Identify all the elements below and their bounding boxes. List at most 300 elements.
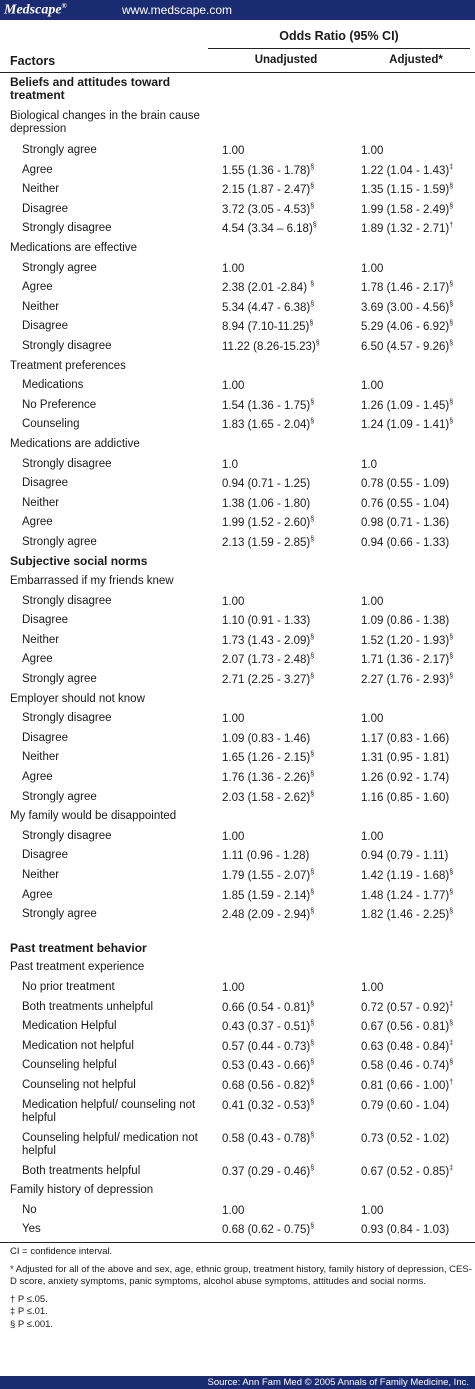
table-row bbox=[0, 670, 475, 690]
unadjusted-value: 1.09 (0.83 - 1.46) bbox=[222, 732, 311, 745]
level-label: Disagree bbox=[22, 202, 69, 215]
unadjusted-odds-ratio bbox=[222, 595, 244, 608]
level-label: Medications bbox=[22, 379, 84, 392]
level-label: Disagree bbox=[22, 614, 69, 627]
unadjusted-value: 11.22 (8.26-15.23) bbox=[222, 340, 316, 353]
adjusted-value: 1.22 (1.04 - 1.43) bbox=[361, 164, 450, 177]
source-credit: Source: Ann Fam Med © 2005 Annals of Family Medicine, Inc. bbox=[207, 1377, 469, 1388]
adjusted-odds-ratio bbox=[361, 653, 453, 666]
unadjusted-value: 1.10 (0.91 - 1.33) bbox=[222, 615, 311, 628]
significance-mark: § bbox=[449, 673, 454, 681]
unadjusted-odds-ratio bbox=[222, 1059, 314, 1072]
site-url-link[interactable]: www.medscape.com bbox=[122, 3, 233, 17]
unadjusted-value: 0.57 (0.44 - 0.73) bbox=[222, 1040, 311, 1053]
unadjusted-value: 2.15 (1.87 - 2.47) bbox=[222, 184, 311, 197]
factor-title: Embarrassed if my friends knew bbox=[10, 575, 174, 588]
adjusted-value: 0.81 (0.66 - 1.00) bbox=[361, 1079, 450, 1092]
unadjusted-value: 5.34 (4.47 - 6.38) bbox=[222, 301, 311, 314]
table-row bbox=[0, 317, 475, 337]
adjusted-value: 0.67 (0.52 - 0.85) bbox=[361, 1165, 450, 1178]
factor-title: Biological changes in the brain cause depression bbox=[10, 110, 200, 135]
level-label: Agree bbox=[22, 653, 53, 666]
level-label: Strongly disagree bbox=[22, 712, 112, 725]
adjusted-value: 1.00 bbox=[361, 144, 384, 157]
unadjusted-value: 4.54 (3.34 – 6.18) bbox=[222, 223, 313, 236]
adjusted-value: 1.48 (1.24 - 1.77) bbox=[361, 889, 450, 902]
adjusted-value: 2.27 (1.76 - 2.93) bbox=[361, 673, 450, 686]
adjusted-odds-ratio bbox=[361, 1040, 453, 1053]
adjusted-odds-ratio bbox=[361, 1165, 453, 1178]
adjusted-value: 1.17 (0.83 - 1.66) bbox=[361, 732, 450, 745]
table-row bbox=[0, 337, 475, 357]
significance-mark: § bbox=[310, 888, 315, 896]
adjusted-value: 1.31 (0.95 - 1.81) bbox=[361, 752, 450, 765]
table-row bbox=[0, 1096, 475, 1129]
unadjusted-odds-ratio bbox=[222, 281, 314, 294]
odds-ratio-header: Odds Ratio (95% CI) bbox=[279, 29, 399, 43]
section-header-row bbox=[0, 939, 475, 959]
significance-mark: § bbox=[310, 163, 315, 171]
significance-mark: § bbox=[310, 633, 315, 641]
unadjusted-value: 1.79 (1.55 - 2.07) bbox=[222, 869, 311, 882]
adjusted-odds-ratio bbox=[361, 262, 383, 275]
source-bar bbox=[0, 1376, 475, 1389]
dagger-footnote: † P ≤.05. bbox=[10, 1293, 48, 1305]
significance-mark: § bbox=[310, 771, 315, 778]
adjusted-odds-ratio bbox=[361, 869, 453, 882]
significance-mark: § bbox=[310, 1059, 315, 1067]
unadjusted-odds-ratio bbox=[222, 712, 244, 725]
level-label: Yes bbox=[22, 1223, 41, 1236]
level-label: Strongly agree bbox=[22, 908, 97, 921]
level-label: Disagree bbox=[22, 477, 69, 490]
adjusted-odds-ratio bbox=[361, 1059, 453, 1072]
unadjusted-odds-ratio bbox=[222, 751, 314, 764]
adjusted-value: 0.58 (0.46 - 0.74) bbox=[361, 1060, 450, 1073]
level-label: Agree bbox=[22, 888, 53, 901]
unadjusted-odds-ratio bbox=[222, 222, 317, 235]
adjusted-odds-ratio bbox=[361, 614, 449, 627]
table-row bbox=[0, 494, 475, 514]
unadjusted-odds-ratio bbox=[222, 981, 244, 994]
unadjusted-value: 0.66 (0.54 - 0.81) bbox=[222, 1001, 311, 1014]
unadjusted-value: 0.58 (0.43 - 0.78) bbox=[222, 1132, 311, 1145]
significance-mark: § bbox=[449, 202, 454, 210]
unadjusted-odds-ratio bbox=[222, 203, 314, 216]
table-row bbox=[0, 1056, 475, 1076]
unadjusted-odds-ratio bbox=[222, 889, 314, 902]
adjusted-odds-ratio bbox=[361, 320, 453, 333]
level-label: Strongly agree bbox=[22, 673, 97, 686]
adjusted-header: Adjusted* bbox=[389, 54, 443, 66]
unadjusted-odds-ratio bbox=[222, 516, 314, 529]
adjusted-value: 1.00 bbox=[361, 1204, 384, 1217]
unadjusted-odds-ratio bbox=[222, 1165, 314, 1178]
unadjusted-odds-ratio bbox=[222, 399, 314, 412]
adjusted-value: 0.98 (0.71 - 1.36) bbox=[361, 517, 450, 530]
adjusted-value: 0.67 (0.56 - 0.81) bbox=[361, 1020, 450, 1033]
unadjusted-odds-ratio bbox=[222, 477, 310, 490]
table-row bbox=[0, 141, 475, 161]
adjusted-value: 6.50 (4.57 - 9.26) bbox=[361, 340, 450, 353]
factor-group-row bbox=[0, 807, 475, 827]
unadjusted-value: 8.94 (7.10-11.25) bbox=[222, 321, 310, 334]
table-row bbox=[0, 846, 475, 866]
unadjusted-value: 2.03 (1.58 - 2.62) bbox=[222, 791, 311, 804]
unadjusted-odds-ratio bbox=[222, 320, 313, 333]
factor-group-row bbox=[0, 690, 475, 710]
table-row bbox=[0, 592, 475, 612]
adjusted-odds-ratio bbox=[361, 771, 449, 784]
significance-mark: § bbox=[449, 633, 454, 641]
unadjusted-odds-ratio bbox=[222, 673, 314, 686]
table-row bbox=[0, 611, 475, 631]
unadjusted-value: 1.38 (1.06 - 1.80) bbox=[222, 497, 311, 510]
table-row bbox=[0, 631, 475, 651]
level-label: Counseling helpful/ medication not helpful bbox=[22, 1131, 198, 1157]
adjusted-value: 5.29 (4.06 - 6.92) bbox=[361, 321, 450, 334]
unadjusted-value: 2.38 (2.01 -2.84) bbox=[222, 281, 311, 294]
factors-header: Factors bbox=[10, 54, 56, 68]
adjusted-odds-ratio bbox=[361, 1079, 453, 1092]
significance-mark: § bbox=[449, 339, 454, 347]
significance-mark: § bbox=[310, 183, 315, 191]
unadjusted-value: 1.00 bbox=[222, 379, 245, 392]
adjusted-value: 1.0 bbox=[361, 458, 377, 471]
adjusted-odds-ratio bbox=[361, 889, 453, 902]
unadjusted-odds-ratio bbox=[222, 614, 310, 627]
unadjusted-value: 1.00 bbox=[222, 144, 245, 157]
level-label: Strongly disagree bbox=[22, 829, 112, 842]
adjusted-value: 1.00 bbox=[361, 262, 384, 275]
level-label: Both treatments unhelpful bbox=[22, 1000, 154, 1013]
adjusted-value: 1.00 bbox=[361, 595, 384, 608]
level-label: Strongly agree bbox=[22, 261, 97, 274]
unadjusted-value: 1.54 (1.36 - 1.75) bbox=[222, 399, 311, 412]
unadjusted-value: 1.00 bbox=[222, 1204, 245, 1217]
unadjusted-value: 1.00 bbox=[222, 981, 245, 994]
table-row bbox=[0, 396, 475, 416]
adjusted-value: 0.73 (0.52 - 1.02) bbox=[361, 1132, 450, 1145]
level-label: Counseling helpful bbox=[22, 1059, 117, 1072]
significance-mark: § bbox=[310, 908, 315, 916]
significance-mark: § bbox=[310, 281, 315, 289]
section-header-row bbox=[0, 552, 475, 572]
significance-mark: § bbox=[310, 398, 315, 406]
significance-mark: § bbox=[310, 516, 315, 524]
adjusted-odds-ratio bbox=[361, 203, 453, 216]
adjusted-odds-ratio bbox=[361, 791, 449, 804]
adjusted-value: 1.09 (0.86 - 1.38) bbox=[361, 615, 450, 628]
table-row bbox=[0, 219, 475, 239]
double-dagger-footnote: ‡ P ≤.01. bbox=[10, 1306, 48, 1317]
unadjusted-value: 2.48 (2.09 - 2.94) bbox=[222, 908, 311, 921]
header-divider bbox=[208, 48, 470, 49]
factor-title: Family history of depression bbox=[10, 1184, 154, 1197]
adjusted-odds-ratio bbox=[361, 164, 453, 177]
unadjusted-odds-ratio bbox=[222, 1040, 314, 1053]
significance-mark: § bbox=[449, 281, 454, 289]
adjusted-odds-ratio bbox=[361, 673, 453, 686]
adjusted-odds-ratio bbox=[361, 183, 453, 196]
adjusted-odds-ratio bbox=[361, 908, 453, 921]
significance-mark: § bbox=[310, 1098, 315, 1106]
unadjusted-value: 0.41 (0.32 - 0.53) bbox=[222, 1099, 311, 1112]
factor-group-row bbox=[0, 958, 475, 978]
table-row bbox=[0, 1201, 475, 1221]
unadjusted-odds-ratio bbox=[222, 1079, 314, 1092]
unadjusted-value: 1.00 bbox=[222, 595, 245, 608]
adjusted-odds-ratio bbox=[361, 144, 383, 157]
significance-mark: § bbox=[310, 868, 315, 876]
level-label: Medication not helpful bbox=[22, 1039, 134, 1052]
adjusted-odds-ratio bbox=[361, 1132, 449, 1145]
adjusted-value: 1.00 bbox=[361, 379, 384, 392]
unadjusted-value: 0.68 (0.62 - 0.75) bbox=[222, 1224, 311, 1237]
level-label: Medication Helpful bbox=[22, 1020, 117, 1033]
unadjusted-value: 2.13 (1.59 - 2.85) bbox=[222, 536, 311, 549]
adjusted-odds-ratio bbox=[361, 1020, 453, 1033]
table-row bbox=[0, 278, 475, 298]
adjusted-value: 1.82 (1.46 - 2.25) bbox=[361, 908, 450, 921]
table-row bbox=[0, 748, 475, 768]
adjusted-value: 0.79 (0.60 - 1.04) bbox=[361, 1099, 450, 1112]
ci-footnote: CI = confidence interval. bbox=[10, 1246, 113, 1257]
adjusted-value: 1.71 (1.36 - 2.17) bbox=[361, 654, 450, 667]
unadjusted-odds-ratio bbox=[222, 1001, 314, 1014]
factor-group-row bbox=[0, 357, 475, 377]
significance-mark: § bbox=[310, 1078, 315, 1086]
unadjusted-value: 0.43 (0.37 - 0.51) bbox=[222, 1020, 311, 1033]
unadjusted-odds-ratio bbox=[222, 340, 320, 353]
significance-mark: § bbox=[310, 790, 315, 798]
unadjusted-value: 1.00 bbox=[222, 262, 245, 275]
level-label: Agree bbox=[22, 163, 53, 176]
adjusted-value: 1.78 (1.46 - 2.17) bbox=[361, 281, 450, 294]
table-row bbox=[0, 474, 475, 494]
adjusted-odds-ratio bbox=[361, 712, 383, 725]
unadjusted-value: 0.68 (0.56 - 0.82) bbox=[222, 1079, 311, 1092]
adjusted-value: 1.24 (1.09 - 1.41) bbox=[361, 419, 450, 432]
table-row bbox=[0, 455, 475, 475]
significance-mark: § bbox=[310, 1000, 315, 1008]
table-row bbox=[0, 298, 475, 318]
adjusted-odds-ratio bbox=[361, 281, 453, 294]
adjusted-value: 0.78 (0.55 - 1.09) bbox=[361, 477, 450, 490]
significance-mark: § bbox=[449, 418, 454, 426]
adjusted-odds-ratio bbox=[361, 751, 449, 764]
significance-mark: § bbox=[310, 202, 315, 210]
adjusted-odds-ratio bbox=[361, 1204, 383, 1217]
adjusted-odds-ratio bbox=[361, 634, 453, 647]
table-row bbox=[0, 376, 475, 396]
medscape-logo[interactable]: Medscape® bbox=[4, 1, 67, 18]
top-banner bbox=[0, 0, 475, 20]
factor-title: Past treatment experience bbox=[10, 961, 145, 974]
table-bottom-rule bbox=[0, 1242, 475, 1243]
table-row bbox=[0, 1129, 475, 1162]
unadjusted-odds-ratio bbox=[222, 791, 314, 804]
level-label: Counseling bbox=[22, 418, 80, 431]
level-label: Counseling not helpful bbox=[22, 1078, 136, 1091]
unadjusted-odds-ratio bbox=[222, 908, 314, 921]
table-row bbox=[0, 709, 475, 729]
significance-mark: ‡ bbox=[449, 1039, 454, 1047]
table-row bbox=[0, 1037, 475, 1057]
level-label: Strongly disagree bbox=[22, 222, 112, 235]
adjusted-value: 1.35 (1.15 - 1.59) bbox=[361, 184, 450, 197]
unadjusted-odds-ratio bbox=[222, 1020, 314, 1033]
unadjusted-value: 1.76 (1.36 - 2.26) bbox=[222, 771, 311, 784]
unadjusted-odds-ratio bbox=[222, 653, 314, 666]
significance-mark: § bbox=[312, 222, 317, 230]
level-label: Neither bbox=[22, 300, 60, 313]
adjusted-value: 1.00 bbox=[361, 981, 384, 994]
adjusted-odds-ratio bbox=[361, 458, 377, 471]
level-label: Strongly agree bbox=[22, 144, 97, 156]
unadjusted-value: 1.00 bbox=[222, 830, 245, 843]
table-row bbox=[0, 1220, 475, 1240]
significance-mark: § bbox=[449, 398, 454, 406]
unadjusted-odds-ratio bbox=[222, 1204, 244, 1217]
unadjusted-value: 1.11 (0.96 - 1.28) bbox=[222, 850, 310, 863]
adjusted-odds-ratio bbox=[361, 399, 453, 412]
table-footnotes bbox=[10, 1246, 472, 1331]
table-row bbox=[0, 788, 475, 808]
table-column-headers bbox=[0, 50, 475, 73]
unadjusted-odds-ratio bbox=[222, 418, 314, 431]
unadjusted-odds-ratio bbox=[222, 497, 310, 510]
table-row bbox=[0, 1017, 475, 1037]
table-group-header bbox=[0, 24, 475, 50]
significance-mark: § bbox=[310, 673, 315, 681]
table-row bbox=[0, 905, 475, 925]
significance-mark: § bbox=[449, 183, 454, 191]
unadjusted-odds-ratio bbox=[222, 301, 314, 314]
table-row bbox=[0, 1162, 475, 1182]
unadjusted-odds-ratio bbox=[222, 183, 314, 196]
adjusted-odds-ratio bbox=[361, 516, 449, 529]
adjusted-odds-ratio bbox=[361, 301, 453, 314]
level-label: Agree bbox=[22, 771, 53, 783]
adjusted-odds-ratio bbox=[361, 849, 448, 862]
unadjusted-odds-ratio bbox=[222, 144, 244, 157]
level-label: No Preference bbox=[22, 398, 97, 411]
significance-mark: § bbox=[309, 320, 314, 328]
table-row bbox=[0, 415, 475, 435]
adjusted-odds-ratio bbox=[361, 497, 449, 510]
unadjusted-odds-ratio bbox=[222, 830, 244, 843]
table-row bbox=[0, 827, 475, 847]
significance-mark: § bbox=[449, 1020, 454, 1028]
adjusted-value: 1.00 bbox=[361, 713, 384, 726]
adjusted-odds-ratio bbox=[361, 418, 453, 431]
odds-ratio-table bbox=[0, 24, 475, 1240]
section-title: Subjective social norms bbox=[10, 554, 148, 569]
level-label: No prior treatment bbox=[22, 980, 115, 993]
adjusted-value: 3.69 (3.00 - 4.56) bbox=[361, 301, 450, 314]
adjusted-value: 1.89 (1.32 - 2.71) bbox=[361, 223, 450, 236]
significance-mark: § bbox=[310, 1020, 315, 1028]
factor-group-row bbox=[0, 435, 475, 455]
unadjusted-value: 1.0 bbox=[222, 458, 238, 471]
significance-mark: § bbox=[310, 418, 315, 426]
level-label: Neither bbox=[22, 633, 60, 646]
unadjusted-value: 1.85 (1.59 - 2.14) bbox=[222, 889, 311, 902]
adjusted-value: 0.94 (0.79 - 1.11) bbox=[361, 850, 449, 863]
level-label: No bbox=[22, 1203, 37, 1216]
table-body bbox=[0, 73, 475, 1240]
factor-group-row bbox=[0, 572, 475, 592]
adjusted-odds-ratio bbox=[361, 222, 453, 235]
table-row bbox=[0, 180, 475, 200]
significance-mark: § bbox=[449, 908, 454, 916]
adjusted-footnote: * Adjusted for all of the above and sex, age, ethnic group, treatment history, family history of depression, CES-D score, anxiety symptoms, panic symptoms, alcohol abuse symptoms, attitudes and social norms. bbox=[10, 1263, 472, 1287]
significance-mark: § bbox=[310, 1131, 315, 1139]
level-label: Strongly disagree bbox=[22, 339, 112, 352]
table-row bbox=[0, 729, 475, 749]
level-label: Medication helpful/ counseling not helpful bbox=[22, 1098, 196, 1124]
adjusted-value: 0.63 (0.48 - 0.84) bbox=[361, 1040, 450, 1053]
level-label: Neither bbox=[22, 868, 60, 881]
factor-title: Employer should not know bbox=[10, 692, 145, 705]
significance-mark: § bbox=[310, 1039, 315, 1047]
level-label: Neither bbox=[22, 751, 60, 764]
table-row bbox=[0, 200, 475, 220]
level-label: Agree bbox=[22, 516, 53, 529]
significance-mark: § bbox=[449, 653, 454, 661]
significance-mark: § bbox=[315, 339, 320, 347]
significance-mark: ‡ bbox=[449, 163, 454, 171]
level-label: Disagree bbox=[22, 731, 69, 744]
significance-mark: ‡ bbox=[449, 1000, 454, 1008]
table-row bbox=[0, 866, 475, 886]
table-row bbox=[0, 533, 475, 553]
significance-mark: ‡ bbox=[449, 1164, 454, 1172]
adjusted-odds-ratio bbox=[361, 379, 383, 392]
unadjusted-value: 2.07 (1.73 - 2.48) bbox=[222, 654, 311, 667]
adjusted-value: 1.26 (1.09 - 1.45) bbox=[361, 399, 450, 412]
level-label: Neither bbox=[22, 183, 60, 196]
unadjusted-value: 1.65 (1.26 - 2.15) bbox=[222, 752, 311, 765]
factor-group-row bbox=[0, 239, 475, 259]
unadjusted-value: 1.73 (1.43 - 2.09) bbox=[222, 634, 311, 647]
section-header-row bbox=[0, 73, 475, 107]
adjusted-odds-ratio bbox=[361, 1001, 453, 1014]
unadjusted-odds-ratio bbox=[222, 262, 244, 275]
factor-group-row bbox=[0, 107, 475, 141]
unadjusted-header: Unadjusted bbox=[254, 54, 318, 66]
row-spacer bbox=[0, 925, 475, 939]
level-label: Strongly agree bbox=[22, 535, 97, 548]
significance-mark: § bbox=[449, 888, 454, 896]
unadjusted-odds-ratio bbox=[222, 1223, 314, 1236]
unadjusted-odds-ratio bbox=[222, 536, 314, 549]
table-row bbox=[0, 978, 475, 998]
unadjusted-value: 2.71 (2.25 - 3.27) bbox=[222, 673, 311, 686]
significance-mark: § bbox=[310, 1164, 315, 1172]
adjusted-odds-ratio bbox=[361, 1099, 449, 1112]
adjusted-value: 1.42 (1.19 - 1.68) bbox=[361, 869, 450, 882]
significance-mark: § bbox=[310, 751, 315, 759]
unadjusted-value: 0.94 (0.71 - 1.25) bbox=[222, 477, 311, 490]
level-label: Strongly disagree bbox=[22, 594, 112, 607]
unadjusted-odds-ratio bbox=[222, 849, 309, 862]
table-row bbox=[0, 513, 475, 533]
level-label: Neither bbox=[22, 496, 60, 509]
section-footnote: § P ≤.001. bbox=[10, 1318, 54, 1330]
unadjusted-odds-ratio bbox=[222, 1132, 314, 1145]
